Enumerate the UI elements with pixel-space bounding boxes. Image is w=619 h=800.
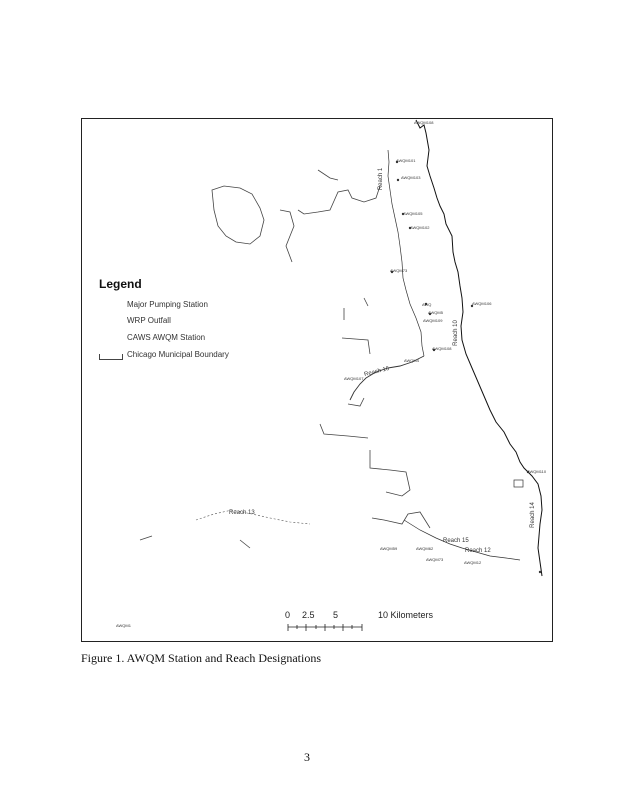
station-label: AWQM5: [428, 310, 443, 315]
station-label: AWQM59: [380, 546, 398, 551]
municipal-boundary: [140, 167, 430, 548]
scale-bar: [288, 624, 362, 631]
station-label: AWQM1: [116, 623, 131, 628]
legend-item-pumping-station: Major Pumping Station: [127, 300, 208, 309]
station-label: AWQM107: [344, 376, 364, 381]
boundary-legend-symbol: [99, 354, 123, 360]
legend-title: Legend: [99, 277, 142, 291]
reach-label: Reach 16: [363, 365, 391, 379]
legend-item-awqm-station: CAWS AWQM Station: [127, 333, 206, 342]
station-label: AWQM109: [423, 318, 443, 323]
page-number: 3: [304, 750, 310, 764]
legend-item-wrp-outfall: WRP Outfall: [127, 316, 171, 325]
scale-label-0: 0: [285, 610, 291, 620]
station-label: AWQM102: [410, 225, 430, 230]
station-label: AWQM108: [432, 346, 452, 351]
station-label: AWQM108: [414, 120, 434, 125]
station-label: AWQM105: [403, 211, 423, 216]
reach-label: Reach 10: [452, 320, 459, 346]
legend-item-municipal-boundary: Chicago Municipal Boundary: [127, 350, 229, 359]
station-label: AWQM101: [396, 158, 416, 163]
station-label: AWQM62: [416, 546, 434, 551]
station-label: AWQM12: [464, 560, 482, 565]
scale-label-2-5: 2.5: [302, 610, 315, 620]
reach-label: Reach 12: [465, 548, 491, 554]
station-label: AWQM110: [527, 469, 547, 474]
station-label: AWQM106: [472, 301, 492, 306]
reach-label: Reach 14: [529, 502, 536, 528]
scale-label-5: 5: [333, 610, 339, 620]
pumping-station-box: [514, 480, 523, 487]
station-label: AWQ: [422, 302, 432, 307]
station-markers: [391, 161, 541, 573]
figure-caption: Figure 1. AWQM Station and Reach Designations: [81, 651, 322, 665]
reach-label: Reach 1: [378, 167, 385, 191]
station-label: AWQM73: [426, 557, 444, 562]
river-north-branch: [388, 150, 424, 356]
scale-label-10-km: 10 Kilometers: [378, 610, 434, 620]
reach-label: Reach 13: [229, 510, 255, 516]
reach-label: Reach 15: [443, 538, 469, 544]
station-label: AWQM4: [404, 358, 419, 363]
station-label: AWQM103: [401, 175, 421, 180]
station-label: AWQM73: [390, 268, 408, 273]
